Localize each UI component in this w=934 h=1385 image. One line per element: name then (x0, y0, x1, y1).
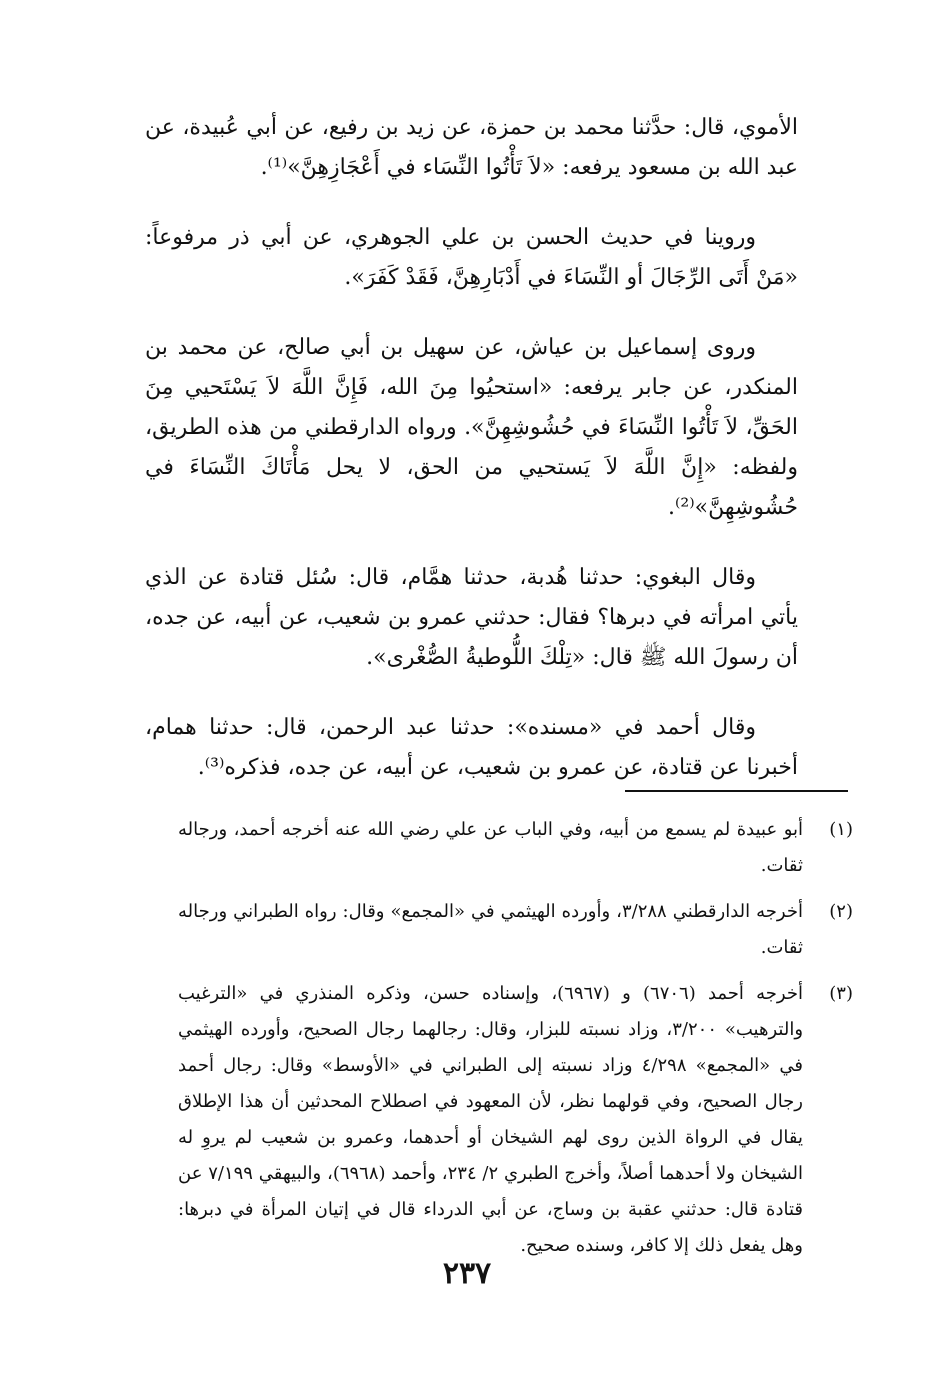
main-text (145, 108, 798, 818)
footnote-text: أخرجه الدارقطني ٣/٢٨٨، وأورده الهيثمي في «المجمع» وقال: رواه الطبراني ورجاله ثقات. (178, 901, 803, 958)
footnote-text: أبو عبيدة لم يسمع من أبيه، وفي الباب عن علي رضي الله عنه أخرجه أحمد، ورجاله ثقات. (178, 819, 803, 876)
footnote-number: (٣) (829, 983, 853, 1004)
footnotes (178, 812, 853, 1274)
footnote-number: (٢) (829, 901, 853, 922)
footnote-2 (178, 894, 853, 966)
footnote-text: أخرجه أحمد (٦٧٠٦) و (٦٩٦٧)، وإسناده حسن، وذكره المنذري في «الترغيب والترهيب» ٣/٢٠٠، وزاد نسبته للبزار، وقال: رجالهما رجال الصحيح، وأورده الهيثمي في «المجمع» ٤/٢٩٨ وزاد نسبته إلى الطبراني في «الأوسط» وقال: رجال أحمد رجال الصحيح، وفي قولهما نظر، لأن المعهود في اصطلاح المحدثين أن هذا الإطلاق يقال في الرواة الذين روى لهم الشيخان أو أحدهما، وعمرو بن شعيب لم يروِ له الشيخان ولا أحدهما أصلاً، وأخرج الطبري ٢/ ٢٣٤، وأحمد (٦٩٦٨)، والبيهقي ٧/١٩٩ عن قتادة قال: حدثني عقبة بن وساج، عن أبي الدرداء قال في إتيان المرأة في دبرها: وهل يفعل ذلك إلا كافر، وسنده صحيح. (178, 983, 804, 1256)
footnote-number: (١) (829, 819, 853, 840)
paragraph-3: وروى إسماعيل بن عياش، عن سهيل بن أبي صالح، عن محمد بن المنكدر، عن جابر يرفعه: «استحيُوا مِنَ الله، فَإِنَّ اللَّهَ لاَ يَسْتَحيي مِنَ الحَقِّ، لاَ تَأْتُوا النِّسَاءَ في حُشُوشِهِنَّ». ورواه الدارقطني من هذه الطريق، ولفظه: «إِنَّ اللَّهَ لاَ يَستحيي من الحق، لا يحل مَأْتَاكَ النِّسَاءَ في حُشُوشِهِنَّ»⁽²⁾. (145, 335, 798, 520)
paragraph-4: وقال البغوي: حدثنا هُدبة، حدثنا همَّام، قال: سُئل قتادة عن الذي يأتي امرأته في دبرها؟ فقال: حدثني عمرو بن شعيب، عن أبيه، عن جده، أن رسولَ الله ﷺ قال: «تِلْكَ اللُّوطيةُ الصُّغْرى». (145, 565, 798, 670)
footnote-1 (178, 812, 853, 884)
page-number: ٢٣٧ (442, 1256, 492, 1291)
paragraph-2: وروينا في حديث الحسن بن علي الجوهري، عن أبي ذر مرفوعاً: «مَنْ أَتَى الرِّجَالَ أو النِّسَاءَ في أَدْبَارِهِنَّ، فَقَدْ كَفَرَ». (145, 225, 798, 290)
footnote-separator (625, 790, 848, 792)
paragraph-1: الأموي، قال: حدَّثنا محمد بن حمزة، عن زيد بن رفيع، عن أبي عُبيدة، عن عبد الله بن مسعود يرفعه: «لاَ تَأْتُوا النِّسَاء في أَعْجَازِهِنَّ»⁽¹⁾. (145, 115, 798, 180)
paragraph-5: وقال أحمد في «مسنده»: حدثنا عبد الرحمن، قال: حدثنا همام، أخبرنا عن قتادة، عن عمرو بن شعيب، عن أبيه، عن جده، فذكره⁽³⁾. (145, 715, 798, 780)
footnote-3 (178, 976, 853, 1264)
